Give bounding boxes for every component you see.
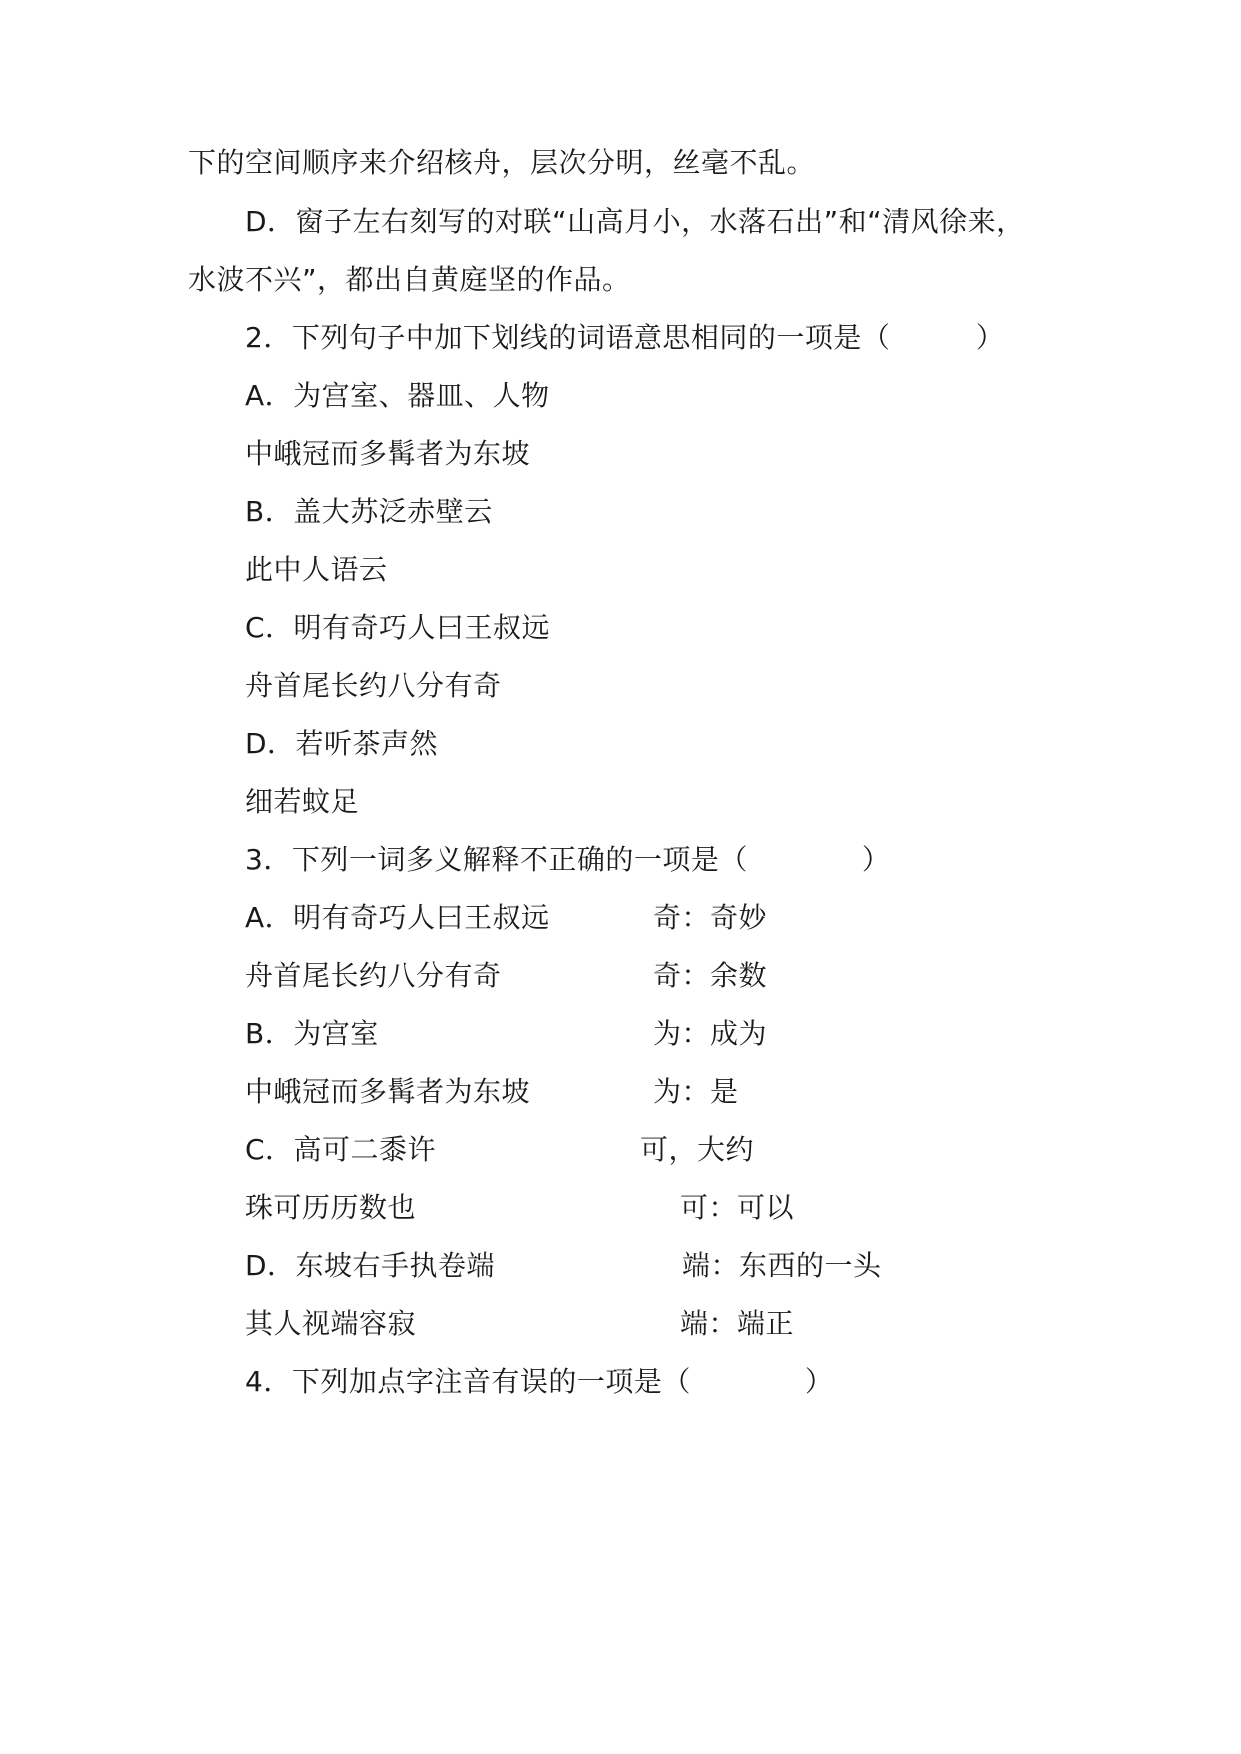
question-2-stem: 2．下列句子中加下划线的词语意思相同的一项是（ ） <box>245 321 1005 354</box>
question-3-row-text: 珠可历历数也 <box>245 1191 417 1224</box>
question-3-row <box>245 1014 1145 1054</box>
question-4-stem: 4．下列加点字注音有误的一项是（ ） <box>245 1365 834 1398</box>
paragraph-line-3: 水波不兴”，都出自黄庭坚的作品。 <box>188 263 631 296</box>
paragraph-line-2: D．窗子左右刻写的对联“山高月小，水落石出”和“清风徐来， <box>245 205 1025 238</box>
question-2-option-b-line-2: 此中人语云 <box>245 553 388 586</box>
question-2-option-d-line-1: D．若听茶声然 <box>245 727 439 760</box>
question-3-row-text: 中峨冠而多髯者为东坡 <box>245 1075 531 1108</box>
paragraph-line-1: 下的空间顺序来介绍核舟，层次分明，丝毫不乱。 <box>188 146 816 179</box>
question-3-row <box>245 1188 1145 1228</box>
question-2-option-a-line-1: A．为宫室、器皿、人物 <box>245 379 550 412</box>
question-3-row-gloss: 端：端正 <box>680 1307 795 1340</box>
question-3-row-text: B．为宫室 <box>245 1017 379 1050</box>
question-3-stem: 3．下列一词多义解释不正确的一项是（ ） <box>245 843 891 876</box>
question-2-option-b-line-1: B．盖大苏泛赤壁云 <box>245 495 493 528</box>
question-2-option-c-line-1: C．明有奇巧人曰王叔远 <box>245 611 551 644</box>
question-3-row <box>245 1130 1145 1170</box>
question-3-row-gloss: 可，大约 <box>640 1133 755 1166</box>
question-3-row <box>245 956 1145 996</box>
question-3-row-gloss: 为：是 <box>653 1075 739 1108</box>
question-2-option-c-line-2: 舟首尾长约八分有奇 <box>245 669 502 702</box>
question-3-row-text: A．明有奇巧人曰王叔远 <box>245 901 550 934</box>
question-3-row-gloss: 端：东西的一头 <box>682 1249 882 1282</box>
question-3-row <box>245 1304 1145 1344</box>
question-3-row <box>245 1072 1145 1112</box>
question-2-option-d-line-2: 细若蚊足 <box>245 785 360 818</box>
question-3-row-text: D．东坡右手执卷端 <box>245 1249 496 1282</box>
question-3-row-text: 舟首尾长约八分有奇 <box>245 959 502 992</box>
question-3-row-gloss: 为：成为 <box>653 1017 768 1050</box>
question-3-row-gloss: 奇：奇妙 <box>653 901 768 934</box>
question-2-option-a-line-2: 中峨冠而多髯者为东坡 <box>245 437 531 470</box>
question-3-row-gloss: 可：可以 <box>680 1191 795 1224</box>
question-3-row-text: C．高可二黍许 <box>245 1133 437 1166</box>
question-3-row <box>245 1246 1145 1286</box>
question-3-row-gloss: 奇：余数 <box>653 959 768 992</box>
question-3-row-text: 其人视端容寂 <box>245 1307 417 1340</box>
question-3-row <box>245 898 1145 938</box>
